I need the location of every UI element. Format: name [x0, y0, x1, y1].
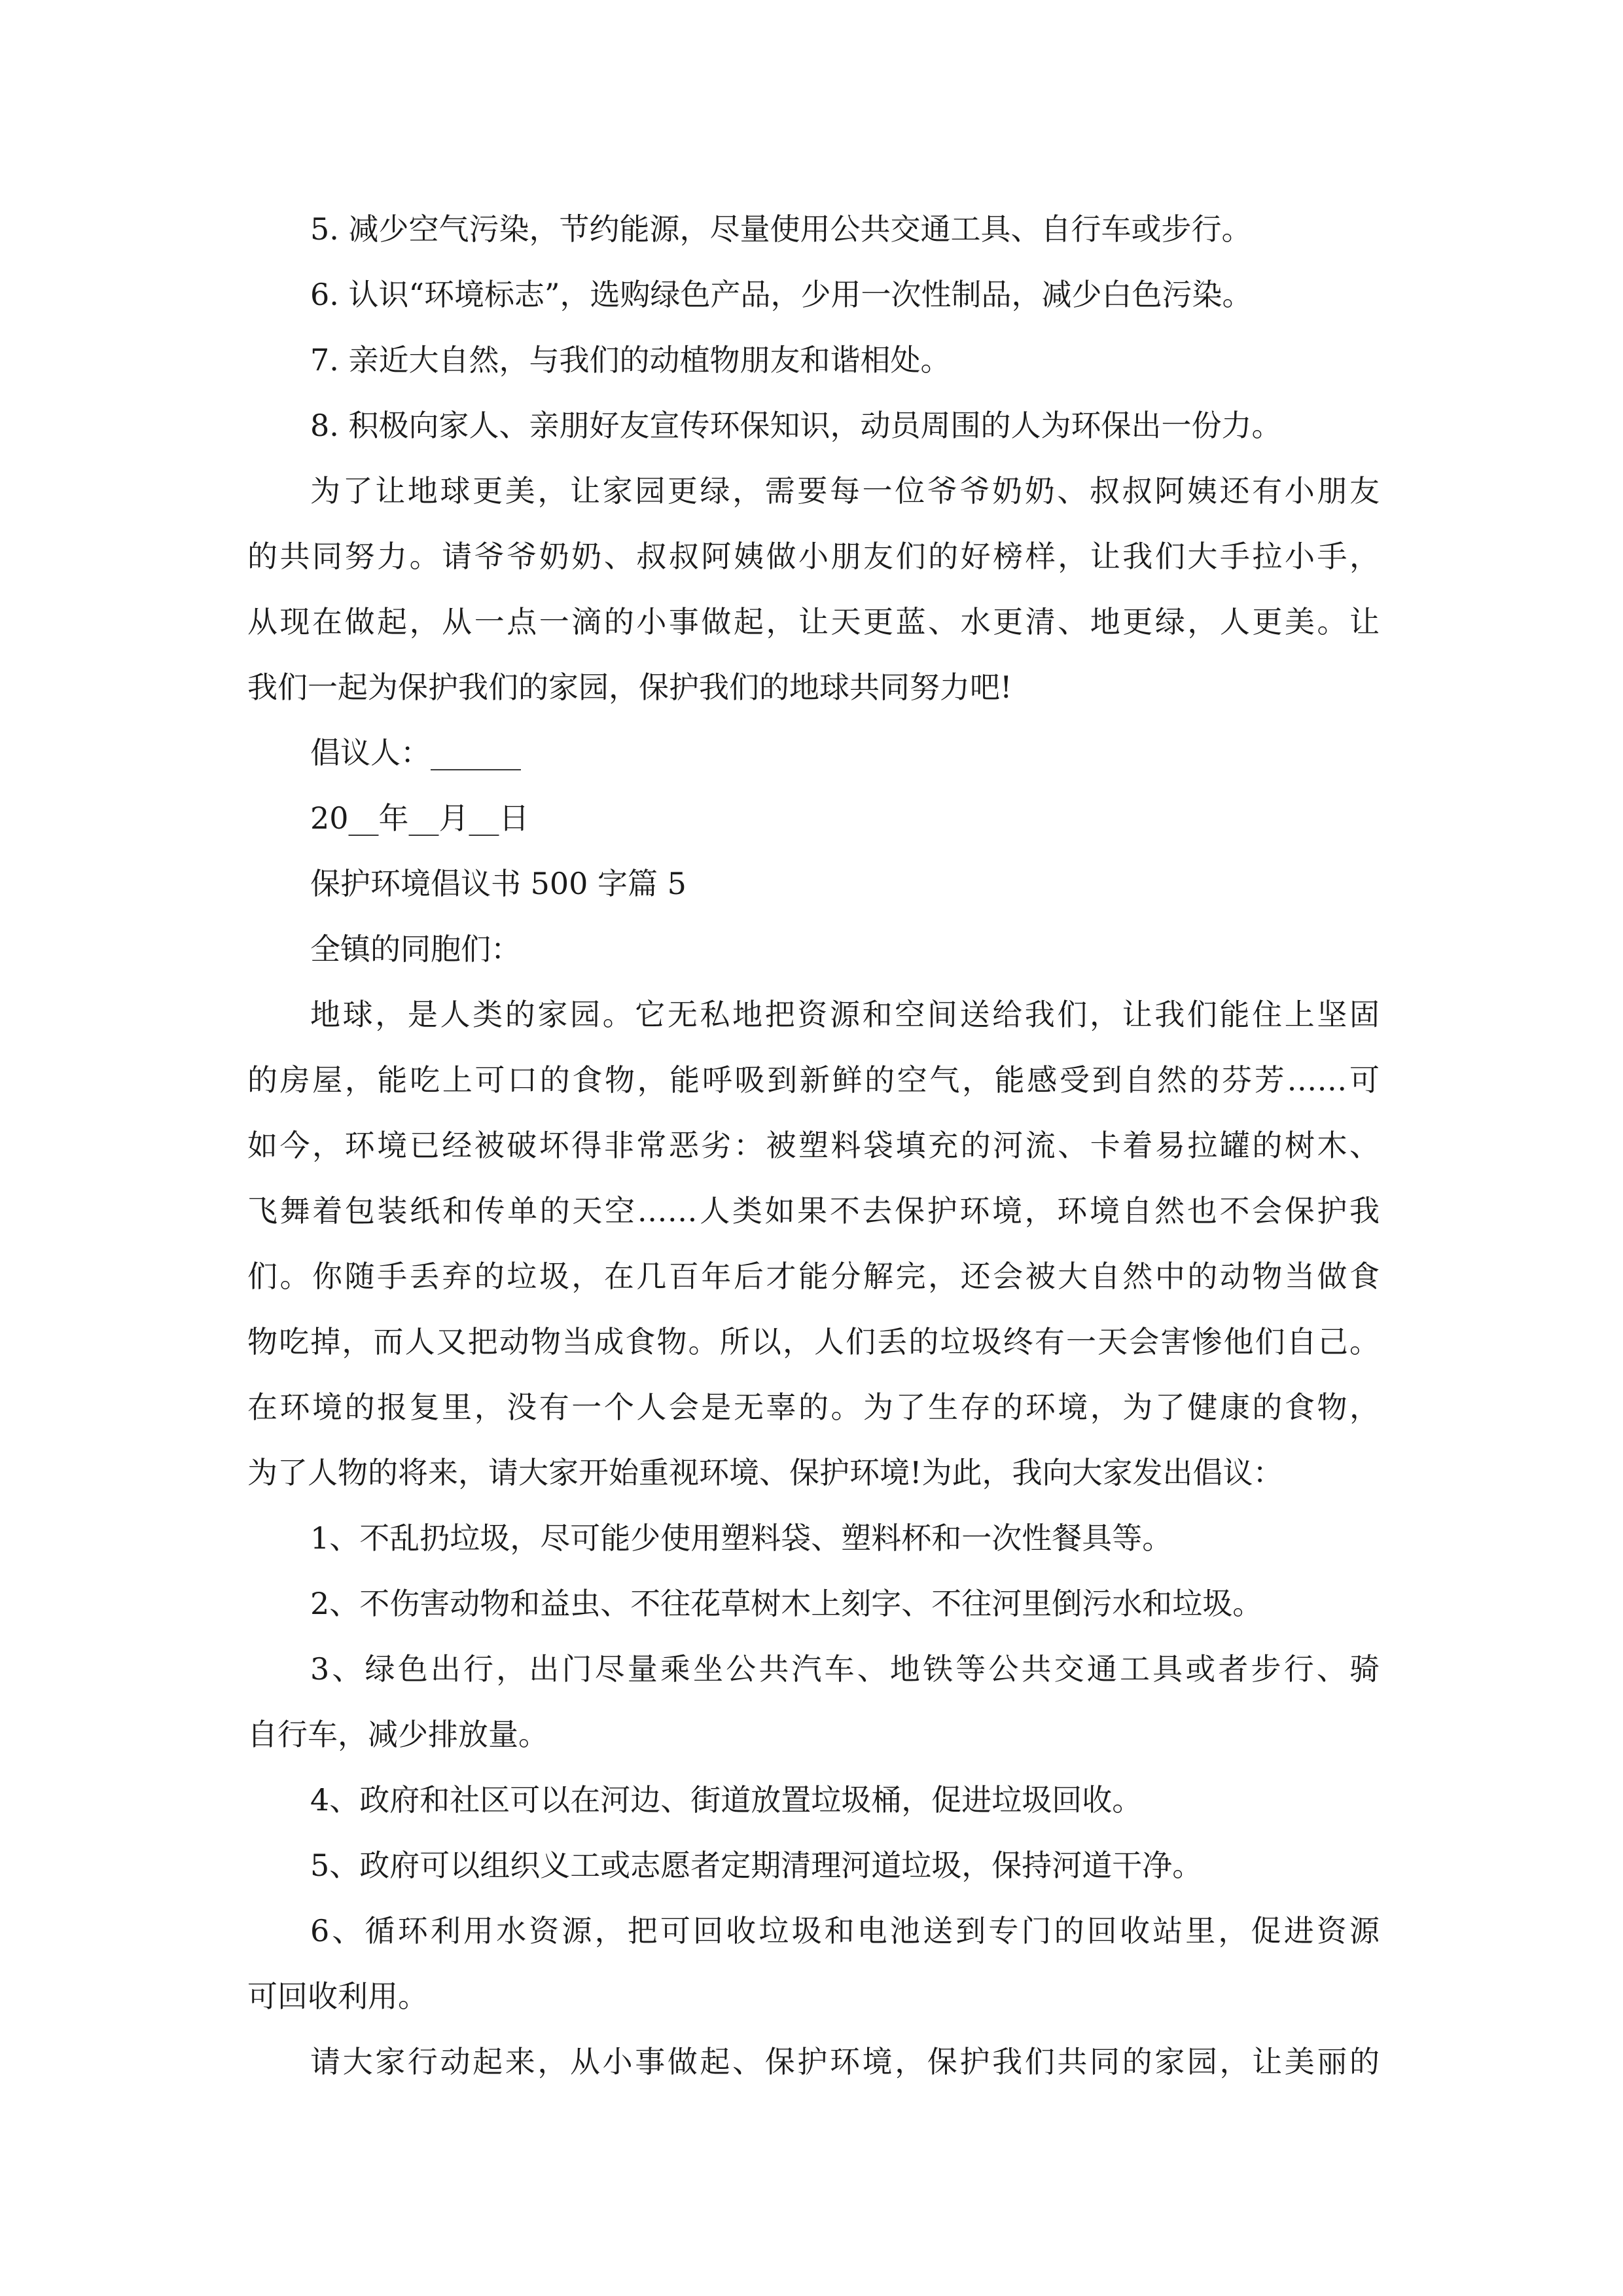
paragraph-line: 地球，是人类的家园。它无私地把资源和空间送给我们，让我们能住上坚固 — [310, 997, 1380, 1032]
list-item-8: 8. 积极向家人、亲朋好友宣传环保知识，动员周围的人为环保出一份力。 — [310, 408, 1282, 443]
proposal-item-3: 3、绿色出行，出门尽量乘坐公共汽车、地铁等公共交通工具或者步行、骑 — [310, 1651, 1380, 1687]
paragraph-line: 如今，环境已经被破坏得非常恶劣：被塑料袋填充的河流、卡着易拉罐的树木、 — [247, 1128, 1380, 1163]
paragraph-line: 我们一起为保护我们的家园，保护我们的地球共同努力吧! — [247, 670, 1012, 705]
section-title: 保护环境倡议书 500 字篇 5 — [310, 866, 687, 901]
list-item-7: 7. 亲近大自然，与我们的动植物朋友和谐相处。 — [310, 342, 951, 378]
signature-line: 倡议人：______ — [310, 735, 521, 770]
paragraph-line: 的房屋，能吃上可口的食物，能呼吸到新鲜的空气，能感受到自然的芬芳……可 — [247, 1062, 1380, 1098]
paragraph-line: 为了让地球更美，让家园更绿，需要每一位爷爷奶奶、叔叔阿姨还有小朋友 — [310, 473, 1380, 509]
document-body — [247, 196, 1380, 2094]
paragraph-line: 在环境的报复里，没有一个人会是无辜的。为了生存的环境，为了健康的食物， — [247, 1390, 1380, 1425]
list-item-6: 6. 认识“环境标志”，选购绿色产品，少用一次性制品，减少白色污染。 — [310, 277, 1253, 312]
proposal-item-6-continued: 可回收利用。 — [247, 1979, 428, 2014]
proposal-item-3-continued: 自行车，减少排放量。 — [247, 1717, 548, 1752]
paragraph-line: 的共同努力。请爷爷奶奶、叔叔阿姨做小朋友们的好榜样，让我们大手拉小手， — [247, 539, 1380, 574]
salutation: 全镇的同胞们： — [310, 931, 521, 967]
paragraph-line: 从现在做起，从一点一滴的小事做起，让天更蓝、水更清、地更绿，人更美。让 — [247, 604, 1380, 639]
paragraph-line: 们。你随手丢弃的垃圾，在几百年后才能分解完，还会被大自然中的动物当做食 — [247, 1259, 1380, 1294]
paragraph-line: 为了人物的将来，请大家开始重视环境、保护环境!为此，我向大家发出倡议： — [247, 1455, 1283, 1490]
closing-paragraph-line: 请大家行动起来，从小事做起、保护环境，保护我们共同的家园，让美丽的 — [310, 2044, 1380, 2079]
paragraph-line: 物吃掉，而人又把动物当成食物。所以，人们丢的垃圾终有一天会害惨他们自己。 — [247, 1324, 1380, 1359]
paragraph-line: 飞舞着包装纸和传单的天空……人类如果不去保护环境，环境自然也不会保护我 — [247, 1193, 1380, 1229]
proposal-item-2: 2、不伤害动物和益虫、不往花草树木上刻字、不往河里倒污水和垃圾。 — [310, 1586, 1263, 1621]
list-item-5: 5. 减少空气污染，节约能源，尽量使用公共交通工具、自行车或步行。 — [310, 211, 1252, 247]
proposal-item-5: 5、政府可以组织义工或志愿者定期清理河道垃圾，保持河道干净。 — [310, 1848, 1203, 1883]
proposal-item-1: 1、不乱扔垃圾，尽可能少使用塑料袋、塑料杯和一次性餐具等。 — [310, 1520, 1173, 1556]
proposal-item-4: 4、政府和社区可以在河边、街道放置垃圾桶，促进垃圾回收。 — [310, 1782, 1143, 1818]
proposal-item-6: 6、循环利用水资源，把可回收垃圾和电池送到专门的回收站里，促进资源 — [310, 1913, 1380, 1948]
date-line: 20__年__月__日 — [310, 800, 529, 836]
